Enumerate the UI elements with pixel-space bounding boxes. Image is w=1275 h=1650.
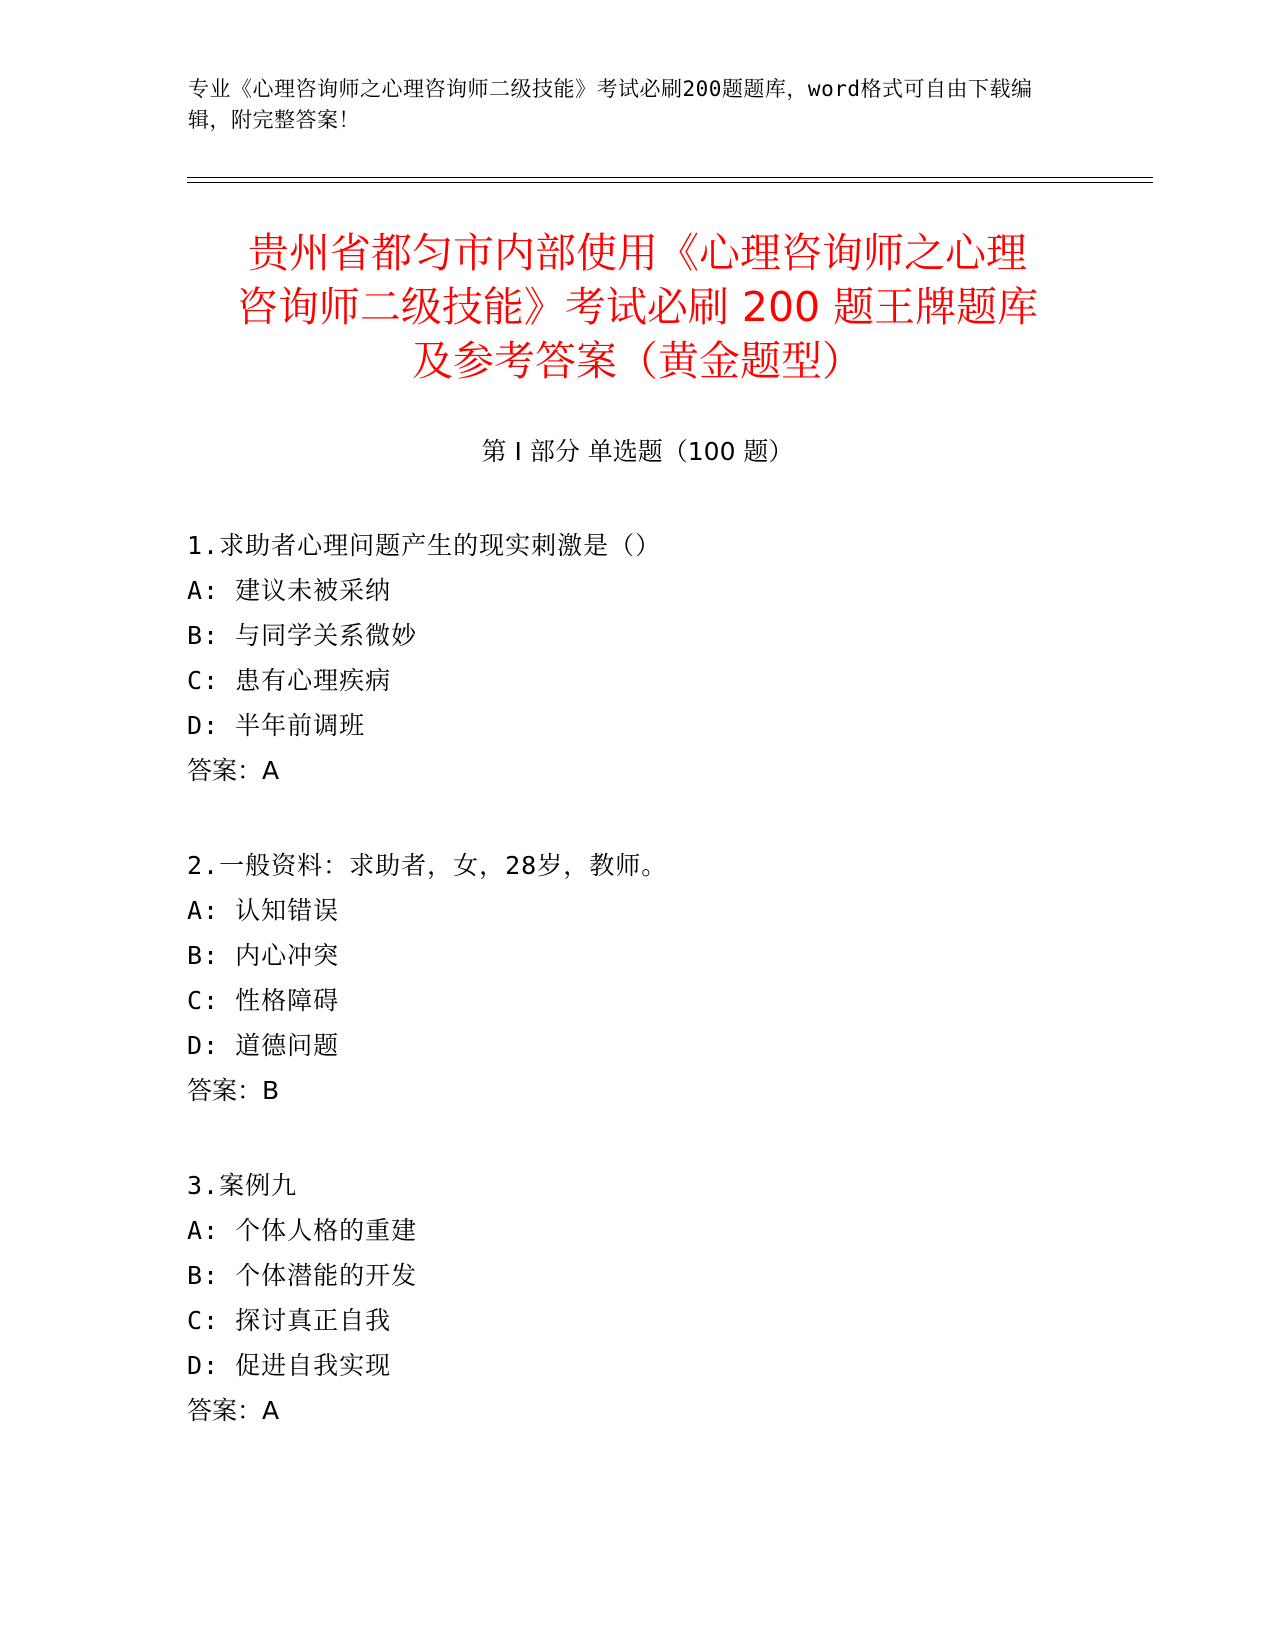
question-1	[187, 523, 1087, 793]
question-1-option-a: A: 建议未被采纳	[187, 576, 392, 605]
document-title-line-2: 咨询师二级技能》考试必刷 200 题王牌题库	[236, 283, 1039, 331]
question-3-option-c: C: 探讨真正自我	[187, 1306, 392, 1335]
question-3-answer: 答案：A	[187, 1396, 280, 1425]
question-3-option-b: B: 个体潜能的开发	[187, 1261, 418, 1290]
question-1-stem: 1.求助者心理问题产生的现实刺激是（）	[187, 531, 662, 560]
question-3	[187, 1163, 1087, 1433]
question-3-option-d: D: 促进自我实现	[187, 1351, 392, 1380]
question-2-option-a: A: 认知错误	[187, 896, 340, 925]
header-divider-top	[187, 177, 1153, 178]
question-3-option-a: A: 个体人格的重建	[187, 1216, 418, 1245]
question-2-stem: 2.一般资料：求助者，女，28岁，教师。	[187, 851, 668, 880]
question-2-option-d: D: 道德问题	[187, 1031, 340, 1060]
question-3-stem: 3.案例九	[187, 1171, 298, 1200]
document-title	[200, 226, 1075, 388]
intro-text: 专业《心理咨询师之心理咨询师二级技能》考试必刷200题题库，word格式可自由下载编辑，附完整答案！	[188, 77, 1033, 132]
section-heading: 第 I 部分 单选题（100 题）	[481, 437, 794, 466]
question-2-answer: 答案：B	[187, 1076, 280, 1105]
question-1-option-b: B: 与同学关系微妙	[187, 621, 418, 650]
document-title-line-3: 及参考答案（黄金题型）	[412, 337, 863, 385]
header-divider-bottom	[187, 182, 1153, 183]
question-2-option-c: C: 性格障碍	[187, 986, 340, 1015]
document-title-line-1: 贵州省都匀市内部使用《心理咨询师之心理	[248, 229, 1027, 277]
question-1-option-d: D: 半年前调班	[187, 711, 366, 740]
question-1-answer: 答案：A	[187, 756, 280, 785]
question-1-option-c: C: 患有心理疾病	[187, 666, 392, 695]
question-2	[187, 843, 1087, 1113]
question-2-option-b: B: 内心冲突	[187, 941, 340, 970]
